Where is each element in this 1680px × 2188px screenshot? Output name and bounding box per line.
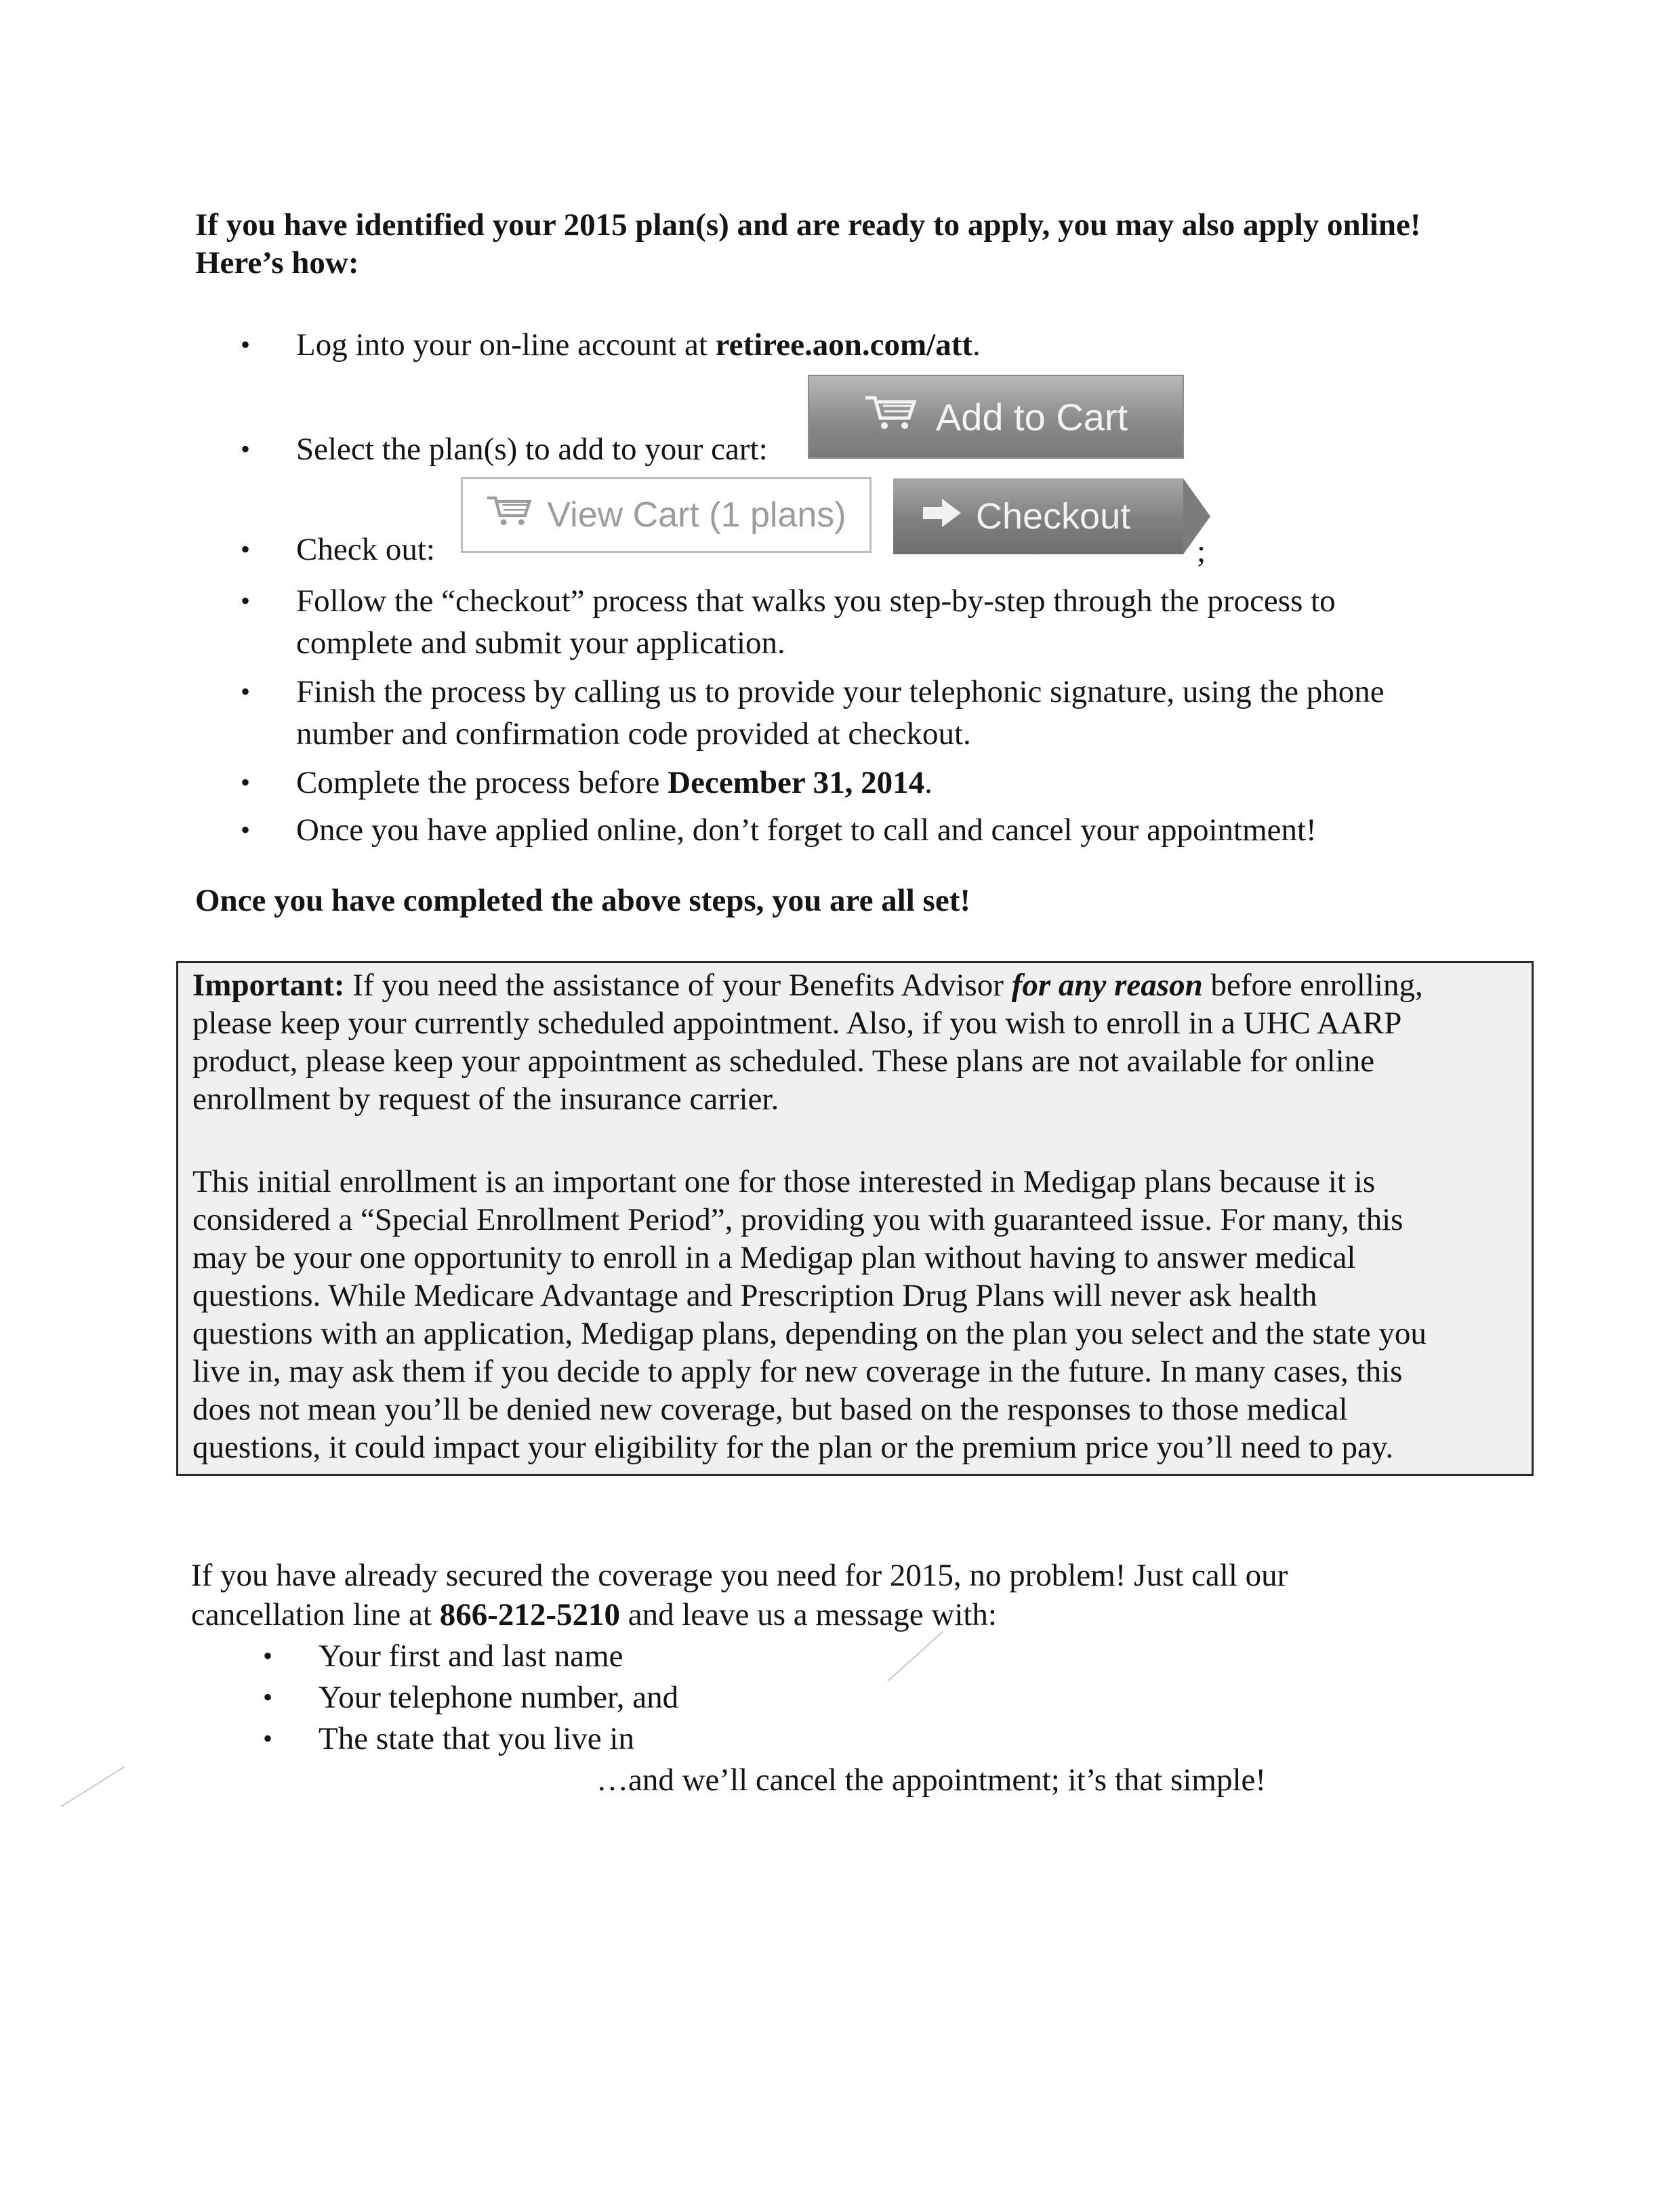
view-cart-button[interactable] (461, 477, 872, 553)
important-line: questions. While Medicare Advantage and Prescription Drug Plans will never ask health (192, 1278, 1317, 1313)
list-item-text: The state that you live in (319, 1721, 634, 1756)
important-line: enrollment by request of the insurance carrier. (192, 1081, 779, 1117)
checkout-semicolon: ; (1197, 534, 1206, 569)
follow-line-1: Follow the “checkout” process that walks you step-by-step through the process to (296, 583, 1336, 619)
bullet: • (241, 767, 251, 798)
important-text: before enrolling, (1202, 968, 1423, 1003)
finish-line-2: number and confirmation code provided at checkout. (296, 716, 971, 751)
important-line: This initial enrollment is an important one for those interested in Medigap plans because it is (192, 1164, 1376, 1199)
follow-line-2: complete and submit your application. (296, 625, 785, 661)
list-item-text: Your first and last name (319, 1638, 623, 1674)
important-line: live in, may ask them if you decide to apply for new coverage in the future. In many cases, this (192, 1354, 1403, 1389)
arrow-right-icon (922, 495, 962, 537)
finish-line-1: Finish the process by calling us to provide your telephonic signature, using the phone (296, 674, 1385, 709)
login-suffix: . (972, 327, 981, 363)
bullet: • (241, 585, 251, 616)
all-set-heading: Once you have completed the above steps, you are all set! (195, 883, 970, 918)
bullet: • (263, 1640, 273, 1671)
cart-icon (486, 494, 532, 537)
login-prefix: Log into your on-line account at (296, 327, 716, 363)
important-line: questions, it could impact your eligibility for the plan or the premium price you’ll need to pay. (192, 1430, 1394, 1465)
important-line: questions with an application, Medigap plans, depending on the plan you select and the state you (192, 1316, 1427, 1351)
once-text: Once you have applied online, don’t forget to call and cancel your appointment! (296, 812, 1317, 848)
important-line: please keep your currently scheduled appointment. Also, if you wish to enroll in a UHC AARP (192, 1006, 1402, 1041)
bullet: • (263, 1723, 273, 1754)
important-line: product, please keep your appointment as scheduled. These plans are not available for online (192, 1044, 1375, 1079)
scan-mark (60, 1767, 124, 1807)
cancel-line-2-suffix: and leave us a message with: (620, 1597, 997, 1632)
important-text: If you need the assistance of your Benefits Advisor (344, 968, 1012, 1003)
cancellation-paragraph (191, 1556, 1519, 1634)
select-text: Select the plan(s) to add to your cart: (296, 432, 768, 467)
cart-icon (864, 394, 917, 440)
intro-line-1: If you have identified your 2015 plan(s) and are ready to apply, you may also apply online! (195, 207, 1421, 243)
closing-line: …and we’ll cancel the appointment; it’s that simple! (596, 1762, 1267, 1798)
bullet: • (241, 534, 251, 564)
checkout-button[interactable] (893, 478, 1183, 554)
intro-heading (195, 206, 1551, 282)
important-line: does not mean you’ll be denied new coverage, but based on the responses to those medical (192, 1392, 1348, 1427)
complete-date: December 31, 2014 (668, 765, 925, 800)
important-label: Important: (192, 968, 345, 1003)
complete-prefix: Complete the process before (296, 765, 668, 800)
cancellation-phone: 866-212-5210 (439, 1597, 620, 1632)
list-item-text: Your telephone number, and (319, 1680, 679, 1715)
bullet: • (263, 1682, 273, 1712)
checkout-label: Checkout (976, 496, 1131, 537)
bullet: • (241, 676, 251, 707)
bullet: • (241, 434, 251, 464)
cancel-line-2-prefix: cancellation line at (191, 1597, 440, 1632)
important-paragraph-1 (192, 966, 1521, 1118)
checkout-text: Check out: (296, 532, 435, 567)
add-to-cart-button[interactable] (808, 375, 1184, 459)
add-to-cart-label: Add to Cart (935, 395, 1128, 438)
important-emphasis: for any reason (1011, 968, 1203, 1003)
intro-line-2: Here’s how: (195, 245, 359, 281)
cancel-line-1: If you have already secured the coverage you need for 2015, no problem! Just call our (191, 1558, 1288, 1593)
view-cart-label: View Cart (1 plans) (547, 495, 846, 535)
bullet: • (241, 814, 251, 845)
complete-suffix: . (924, 765, 933, 800)
important-line: may be your one opportunity to enroll in a Medigap plan without having to answer medical (192, 1240, 1356, 1275)
bullet: • (241, 329, 251, 360)
important-line: considered a “Special Enrollment Period”, providing you with guaranteed issue. For many, this (192, 1202, 1404, 1237)
login-url[interactable]: retiree.aon.com/att (715, 327, 972, 363)
important-paragraph-2 (192, 1163, 1521, 1466)
